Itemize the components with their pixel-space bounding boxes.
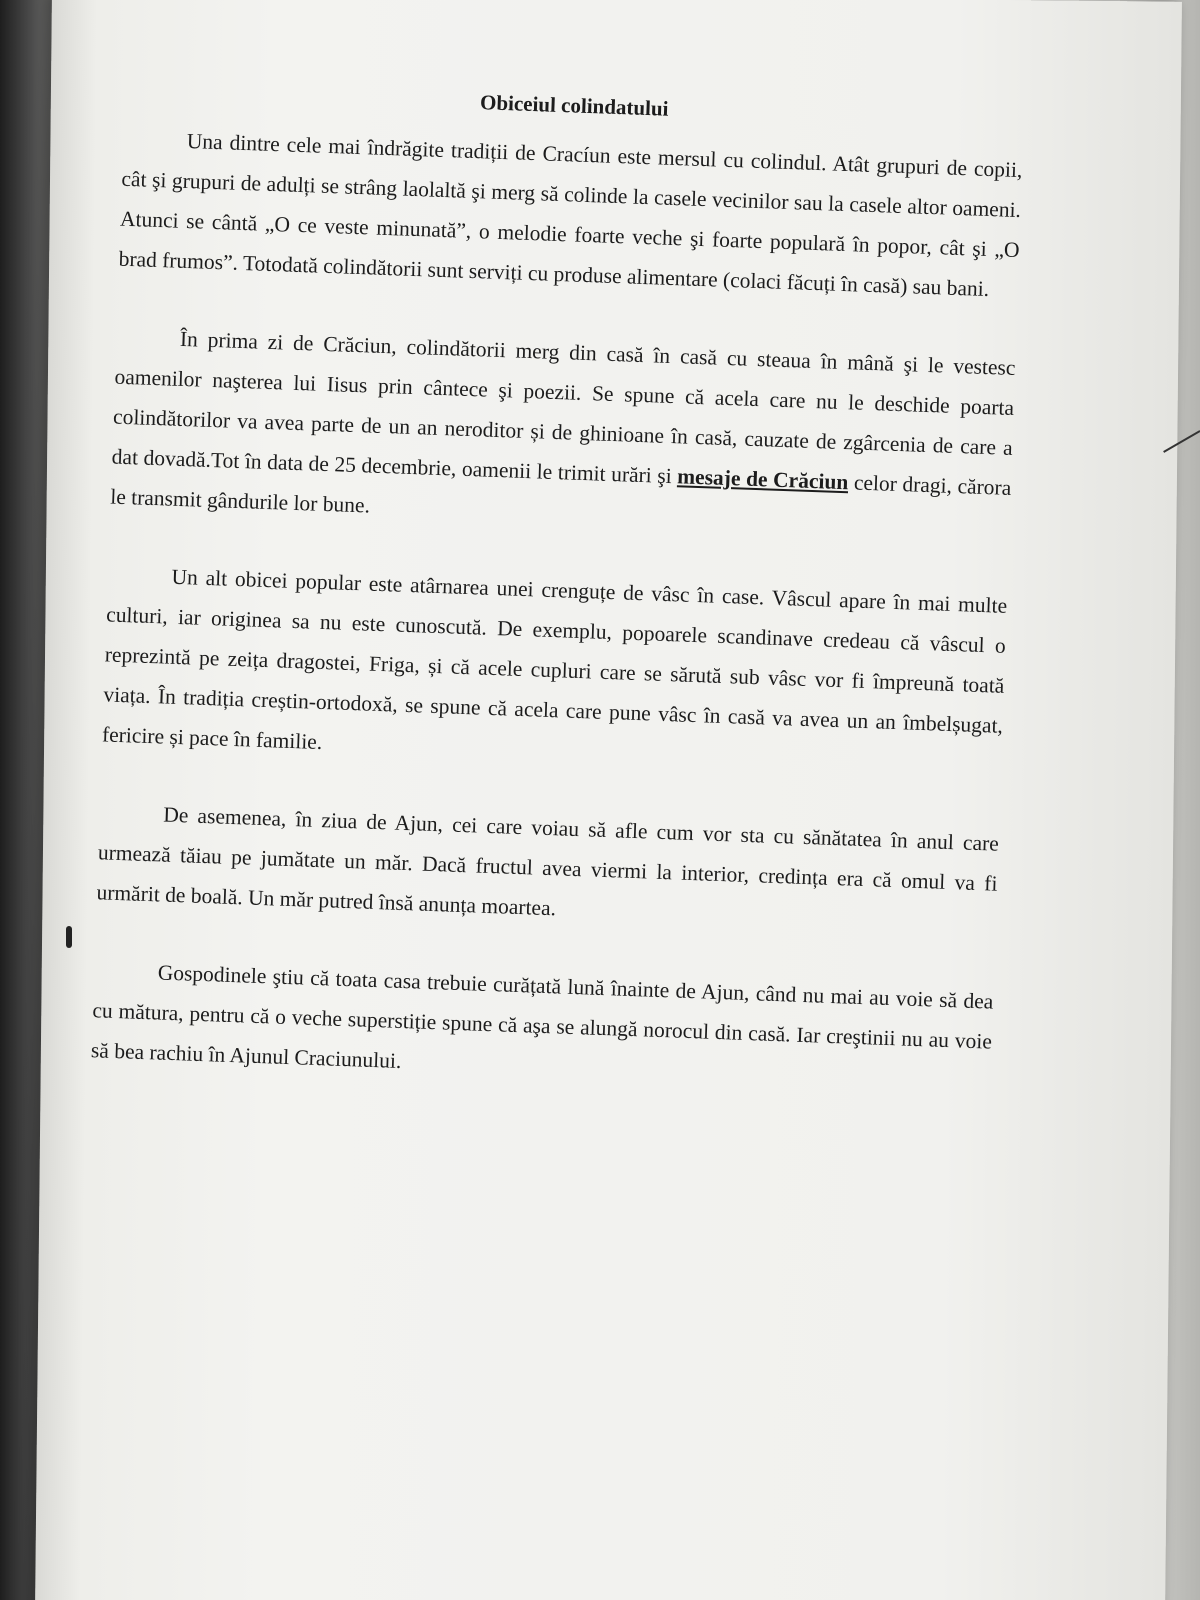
document-page: [35, 0, 1182, 1600]
paragraph-1: Una dintre cele mai îndrăgite tradiții de Cracíun este mersul cu colindul. Atât grupuri de copii, cât şi grupuri de adulți se strâng laolaltă şi merg să colinde la casele vecinilor sau la casele altor oameni. Atunci se cântă „O ce veste minunată”, o melodie foarte veche şi foarte populară în popor, cât şi „O brad frumos”. Totodată colindătorii sunt serviți cu produse alimentare (colaci făcuți în casă) sau bani.: [118, 128, 1023, 302]
paragraph-4: De asemenea, în ziua de Ajun, cei care voiau să afle cum vor sta cu sănătatea în anul care urmează tăiau pe jumătate un măr. Dacă fructul avea viermi la interior, credința era că omul va fi urmărit de boală. Un măr putred însă anunța moartea.: [96, 802, 1000, 921]
document-body: [90, 75, 1024, 1102]
christmas-messages-link[interactable]: mesaje de Crăciun: [676, 464, 849, 495]
paragraph-2: [110, 317, 1016, 548]
paragraph-2-text-after: celor dragi, cărora le transmit gândurile lor bune.: [109, 470, 1012, 518]
paragraph-3: Un alt obicei popular este atârnarea unei crenguțe de vâsc în case. Vâscul apare în mai multe culturi, iar originea sa nu este cunoscută. De exemplu, popoarele scandinave credeau că vâscul o reprezintă pe zeița dragostei, Friga, și că acele cupluri care se sărută sub vâsc vor fi împreună toată viața. În tradiția creștin-ortodoxă, se spune că acela care pune vâsc în casă va avea un an îmbelșugat, fericire și pace în familie.: [101, 564, 1008, 755]
paragraph-5: Gospodinele ştiu că toata casa trebuie curățată lună înainte de Ajun, când nu mai au voie să dea cu mătura, pentru că o veche superstiție spune că aşa se alungă norocul din casă. Iar creştinii nu au voie să bea rachiu în Ajunul Craciunului.: [90, 960, 994, 1074]
binding-clip-mark: [66, 926, 72, 948]
document-title: Obiceiul colindatului: [479, 90, 669, 121]
paragraph-2-text-before: În prima zi de Crăciun, colindătorii merg din casă în casă cu steaua în mână şi le vestesc oamenilor naşterea lui Iisus prin cântece şi poezii. Se spune că acela care nu le deschide poarta colindătorilor va avea parte de un an neroditor și de ghinioane în casă, cauzate de zgârcenia de care a dat dovadă.Tot în data de 25 decembrie, oamenii le trimit urări şi: [111, 326, 1016, 489]
